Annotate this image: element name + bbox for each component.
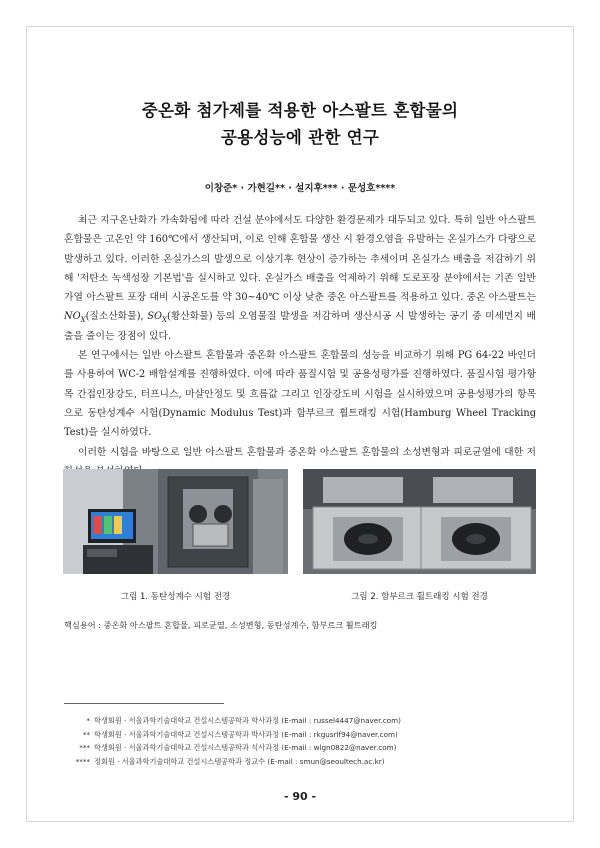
abstract-body <box>64 211 536 481</box>
figure-1-caption: 그림 1. 동탄성계수 시험 전경 <box>120 592 231 602</box>
footnote-divider <box>64 703 224 704</box>
figure-2-photo <box>303 469 536 574</box>
paragraph-3: 이러한 시험을 바탕으로 일반 아스팔트 혼합물과 중온화 아스팔트 혼합물의 소성변형과 피로균열에 대한 저 <box>78 446 536 458</box>
dynamic-modulus-test-photo <box>63 469 288 574</box>
page-number: - 90 - <box>283 790 317 803</box>
footnote-item: * 학생회원 · 서울과학기술대학교 건설시스템공학과 학사과정 (E-mail : russel4447@naver.com) <box>86 716 401 725</box>
paragraph-1 <box>64 211 536 346</box>
footnotes <box>64 714 536 768</box>
paper-title-line-1: 중온화 첨가제를 적용한 아스팔트 혼합물의 <box>141 101 459 120</box>
paragraph-1-text-c: (황산화물) 등의 오염물질 발생을 저감하며 생산시공 시 발생하는 공기 중 미세먼지 배출을 줄이는 장점이 있다. <box>64 311 536 342</box>
paragraph-1-text-b: (질소산화물), <box>85 311 148 323</box>
footnote-item: *** 학생회원 · 서울과학기술대학교 건설시스템공학과 석사과정 (E-mail : wlgn0822@naver.com) <box>79 743 397 753</box>
keywords: 핵심용어 : 중온화 아스팔트 혼합물, 피로균열, 소성변형, 동탄성계수, 함부르크 휠트래킹 <box>64 620 378 630</box>
paragraph-2: 본 연구에서는 일반 아스팔트 혼합물과 중온화 아스팔트 혼합물의 성능을 비교하기 위해 PG 64-22 바인더를 사용하여 WC-2 배합설계를 진행하였다. 이에 따라 품질시험 및 공용성평가를 진행하였다. 품질시험 평가항목 간접인장강도, 터프니스, 마샬안정도 및 흐름값 그리고 인장강도비 시험을 실시하였으며 공용성평가의 항목으로 동탄성계수 시험(Dynamic Modulus Test)과 함부르크 휠트래킹 시험(Hamburg Wheel Tracking Test)을 실시하였다. <box>64 350 536 439</box>
figure-2-caption: 그림 2. 함부르크 휠트래킹 시험 전경 <box>351 592 488 602</box>
hamburg-wheel-tracking-photo <box>303 469 536 574</box>
figure-1-photo <box>63 469 288 574</box>
footnote-item: **** 정회원 · 서울과학기술대학교 건설시스템공학과 정교수 (E-mail : smun@seoultech.ac.kr) <box>75 756 385 766</box>
nox-formula: $NO_X$ <box>64 311 86 325</box>
paragraph-1-text-a: 최근 지구온난화가 가속화됨에 따라 건설 분야에서도 다양한 환경문제가 대두되고 있다. 특히 일반 아스팔트 혼합물은 고온인 약 160℃에서 생산되며, 이로 인해 혼합물 생산 시 환경오염을 유발하는 온실가스가 다량으로 발생하고 있다. 이러한 온실가스의 발생으로 이상기후 현상이 증가하는 추세이며 온실가스 배출을 저감하기 위해 '저탄소 녹색성장 기본법'을 실시하고 있다. 온실가스 배출을 억제하기 위해 도로포장 분야에서는 기존 일반 가열 아스팔트 포장 대비 시공온도를 약 30~40℃ 이상 낮춘 중온 아스팔트를 적용하고 있다. 중온 아스팔트는 <box>64 215 536 304</box>
paper-title-line-2: 공용성능에 관한 연구 <box>220 128 380 147</box>
sox-formula: $SO_X$ <box>147 311 168 325</box>
footnote-item: ** 학생회원 · 서울과학기술대학교 건설시스템공학과 박사과정 (E-mail : rkgusrlf94@naver.com) <box>82 729 398 739</box>
author-list: 이창준* · 가현길** · 설지후*** · 문성호**** <box>204 183 396 194</box>
